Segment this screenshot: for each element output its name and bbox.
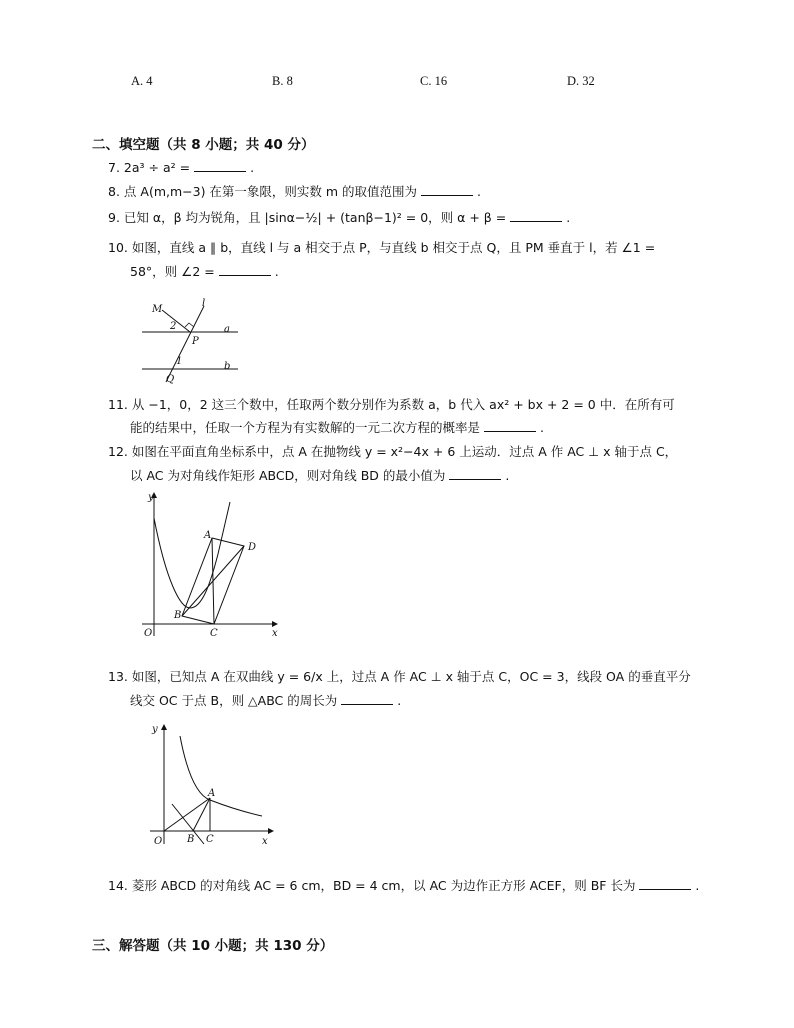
question-14 [108, 877, 699, 895]
question-7 [108, 159, 254, 177]
question-text-line1: 如图，直线 a ∥ b，直线 l 与 a 相交于点 P，与直线 b 相交于点 Q，且 PM 垂直于 l，若 ∠1 = [131, 240, 656, 255]
question-8 [108, 183, 481, 201]
question-end: . [397, 693, 402, 708]
label-angle-1: 1 [176, 356, 183, 367]
question-end: . [477, 184, 482, 199]
question-text: 菱形 ABCD 的对角线 AC = 6 cm，BD = 4 cm，以 AC 为边作正方形 ACEF，则 BF 长为 [131, 878, 636, 893]
answer-blank [194, 159, 246, 172]
question-end: . [695, 878, 700, 893]
label-B: B [174, 610, 182, 621]
question-text-line1: 从 −1，0，2 这三个数中，任取两个数分别作为系数 a，b 代入 ax² + bx + 2 = 0 中．在所有可 [131, 397, 675, 412]
question-number: 12. [108, 444, 128, 459]
choice-d: D. 32 [567, 74, 595, 88]
label-x: x [262, 836, 268, 847]
answer-blank [510, 209, 562, 222]
question-text-line2: 58°，则 ∠2 = [130, 264, 215, 279]
question-number: 8. [108, 184, 120, 199]
figure-hyperbola-triangle [144, 718, 279, 850]
question-11-line2 [130, 419, 544, 437]
question-number: 11. [108, 397, 128, 412]
label-x: x [272, 628, 278, 639]
label-l: l [202, 298, 206, 309]
label-C: C [210, 628, 218, 639]
question-number: 9. [108, 210, 120, 225]
label-M: M [152, 304, 163, 315]
question-end: . [539, 420, 544, 435]
figure-parabola-rectangle [138, 490, 283, 640]
label-Q: Q [166, 374, 175, 385]
question-text-line1: 如图，已知点 A 在双曲线 y = 6/x 上，过点 A 作 AC ⊥ x 轴于点 C，OC = 3，线段 OA 的垂直平分 [131, 669, 691, 684]
label-C: C [206, 834, 214, 845]
answer-blank [639, 877, 691, 890]
label-A: A [204, 530, 212, 541]
question-end: . [566, 210, 571, 225]
question-text: 已知 α，β 均为锐角，且 |sinα−½| + (tanβ−1)² = 0，则 α + β = [123, 210, 507, 225]
question-text-line2: 线交 OC 于点 B，则 △ABC 的周长为 [130, 693, 338, 708]
choice-c: C. 16 [420, 74, 448, 88]
question-text-line1: 如图在平面直角坐标系中，点 A 在抛物线 y = x²−4x + 6 上运动．过点 A 作 AC ⊥ x 轴于点 C， [131, 444, 678, 459]
choice-a: A. 4 [131, 74, 153, 88]
figure-parallel-lines [138, 294, 248, 386]
label-D: D [248, 542, 257, 553]
answer-blank [219, 263, 271, 276]
question-end: . [505, 468, 510, 483]
label-P: P [192, 336, 199, 347]
question-text-line2: 能的结果中，任取一个方程为有实数解的一元二次方程的概率是 [130, 420, 481, 435]
question-text-line2: 以 AC 为对角线作矩形 ABCD，则对角线 BD 的最小值为 [130, 468, 446, 483]
answer-blank [484, 419, 536, 432]
question-9 [108, 209, 570, 227]
question-number: 10. [108, 240, 128, 255]
question-number: 14. [108, 878, 128, 893]
label-angle-2: 2 [170, 321, 177, 332]
question-13-line2 [130, 692, 401, 710]
label-O: O [144, 628, 153, 639]
answer-blank [449, 467, 501, 480]
question-text: 2a³ ÷ a² = [123, 160, 191, 175]
label-y: y [152, 724, 158, 735]
label-y: y [148, 492, 154, 503]
section-title-fill-in: 二、填空题（共 8 小题；共 40 分） [92, 137, 315, 153]
answer-blank [421, 183, 473, 196]
label-b: b [224, 361, 231, 372]
label-a: a [224, 324, 230, 335]
section-title-answers: 三、解答题（共 10 小题；共 130 分） [92, 938, 334, 954]
question-10-line2 [130, 263, 279, 281]
question-10 [108, 239, 655, 257]
question-13 [108, 668, 691, 686]
question-text: 点 A(m,m−3) 在第一象限，则实数 m 的取值范围为 [123, 184, 418, 199]
answer-blank [341, 692, 393, 705]
label-O: O [154, 836, 163, 847]
question-end: . [250, 160, 255, 175]
label-B: B [187, 834, 195, 845]
question-number: 13. [108, 669, 128, 684]
question-11 [108, 396, 675, 414]
choice-b: B. 8 [272, 74, 293, 88]
question-number: 7. [108, 160, 120, 175]
label-A: A [208, 788, 216, 799]
question-end: . [274, 264, 279, 279]
question-12 [108, 443, 677, 461]
question-12-line2 [130, 467, 509, 485]
